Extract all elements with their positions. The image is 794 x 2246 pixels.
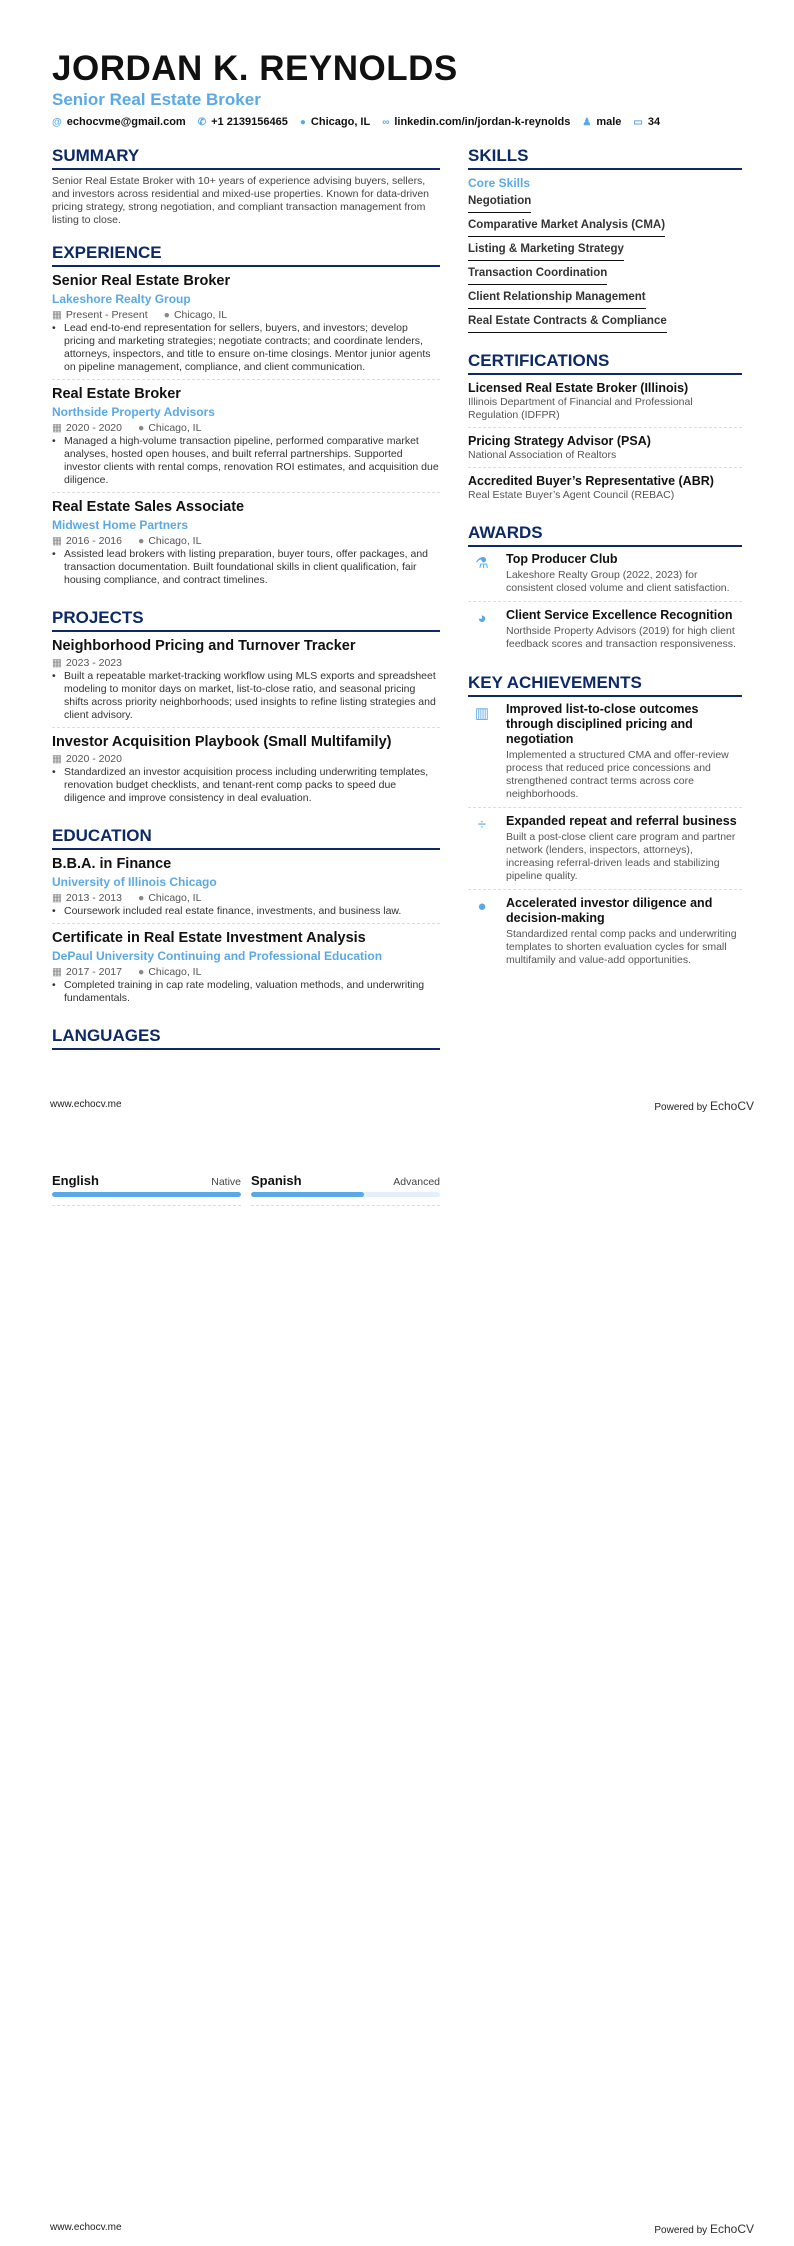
calendar-icon: ▦ — [52, 657, 62, 669]
achievement-item — [468, 896, 742, 973]
bullet: • Completed training in cap rate modeling, valuation methods, and underwriting fundamentals. — [52, 979, 440, 1005]
page-footer — [50, 1099, 754, 1113]
location: Chicago, IL — [148, 966, 202, 978]
contact-email[interactable] — [52, 116, 186, 128]
cert-title: Licensed Real Estate Broker (Illinois) — [468, 381, 689, 395]
dates: 2020 - 2020 — [65, 753, 122, 765]
school: University of Illinois Chicago — [52, 875, 217, 889]
achievement-title: Improved list-to-close outcomes through disciplined pricing and negotiation — [506, 702, 699, 746]
company: Northside Property Advisors — [52, 405, 215, 419]
achievement-title: Expanded repeat and referral business — [506, 814, 737, 828]
language-name: Spanish — [251, 1173, 302, 1188]
contact-gender — [582, 116, 621, 128]
footer-url[interactable]: www.echocv.me — [50, 2222, 122, 2233]
education-item — [52, 929, 440, 1010]
skill-category: Core Skills — [468, 176, 531, 190]
achievements-section — [468, 673, 742, 973]
certification-item — [468, 380, 742, 428]
footer-brand[interactable]: EchoCV — [709, 1099, 754, 1113]
summary-section — [52, 146, 440, 227]
bullet: • Assisted lead brokers with listing preparation, buyer tours, offer packages, and transaction documentation. Built foundational skills in client qualification, fair housing compliance, and contract timelines. — [52, 548, 440, 587]
footer-url[interactable]: www.echocv.me — [50, 1099, 122, 1110]
skill-item: Listing & Marketing Strategy — [468, 239, 624, 261]
company: Lakeshore Realty Group — [52, 292, 191, 306]
section-heading: KEY ACHIEVEMENTS — [468, 673, 742, 697]
dates: 2016 - 2016 — [65, 535, 122, 547]
degree: B.B.A. in Finance — [52, 856, 172, 872]
calendar-icon: ▦ — [52, 535, 62, 547]
location: Chicago, IL — [173, 309, 228, 321]
section-heading: SUMMARY — [52, 146, 440, 170]
skill-item: Real Estate Contracts & Compliance — [468, 311, 667, 333]
calendar-icon: ▦ — [52, 966, 62, 978]
proficiency-fill — [251, 1192, 364, 1197]
awards-section — [468, 523, 742, 657]
award-text: Northside Property Advisors (2019) for high client feedback scores and transaction responsiveness. — [506, 625, 736, 650]
skill-item: Negotiation — [468, 191, 531, 213]
contact-age — [633, 116, 660, 128]
resume-page-2 — [0, 1123, 794, 2246]
dates: 2017 - 2017 — [65, 966, 122, 978]
currency-icon: ● — [477, 898, 487, 915]
contact-text: +1 2139156465 — [211, 116, 288, 128]
bullet: • Lead end-to-end representation for sellers, buyers, and investors; develop pricing and marketing strategies; negotiate contracts; and coordinate lenders, attorneys, inspectors, and title to ensure on-time closings. Mentor junior agents on pipeline management, compliance, and client communication. — [52, 322, 440, 374]
contact-text: male — [596, 116, 622, 128]
section-heading: CERTIFICATIONS — [468, 351, 742, 375]
proficiency-fill — [52, 1192, 241, 1197]
dates: 2023 - 2023 — [65, 657, 122, 669]
location-icon: ● — [299, 117, 306, 128]
section-heading: AWARDS — [468, 523, 742, 547]
cert-issuer: National Association of Realtors — [468, 449, 617, 461]
contact-bar — [52, 116, 742, 128]
bullet: • Standardized an investor acquisition process including underwriting templates, renovation budget checklists, and tenant-rent comp packs to speed due diligence and improve consistency in deal evaluation. — [52, 766, 440, 805]
certification-item — [468, 473, 742, 507]
footer-powered: Powered by — [654, 1102, 708, 1113]
contact-text: 34 — [647, 116, 661, 128]
contact-text: echocvme@gmail.com — [66, 116, 186, 128]
skill-item: Comparative Market Analysis (CMA) — [468, 215, 665, 237]
award-item — [468, 608, 742, 657]
calendar-icon: ▦ — [52, 753, 62, 765]
cert-title: Accredited Buyer’s Representative (ABR) — [468, 474, 714, 488]
project-title: Investor Acquisition Playbook (Small Multifamily) — [52, 734, 392, 750]
language-item — [52, 1173, 241, 1206]
flask-icon: ⚗ — [475, 555, 489, 572]
project-title: Neighborhood Pricing and Turnover Tracker — [52, 638, 356, 654]
certification-item — [468, 433, 742, 468]
building-icon: ▥ — [474, 705, 490, 722]
language-item — [251, 1173, 440, 1206]
language-name: English — [52, 1173, 99, 1188]
school: DePaul University Continuing and Professional Education — [52, 949, 383, 963]
link-icon: ∞ — [382, 117, 390, 128]
skill-item: Client Relationship Management — [468, 287, 646, 309]
achievement-text: Built a post-close client care program and partner network (lenders, inspectors, attorneys), increasing referral-driven leads and stabilizing pipeline quality. — [506, 831, 736, 882]
contact-phone[interactable] — [198, 116, 288, 128]
location-icon: ● — [137, 892, 145, 904]
at-icon: @ — [52, 117, 62, 128]
language-level: Advanced — [393, 1176, 440, 1188]
calendar-icon: ▭ — [633, 117, 643, 128]
award-text: Lakeshore Realty Group (2022, 2023) for consistent closed volume and client satisfaction. — [506, 569, 730, 594]
location-icon: ● — [137, 422, 145, 434]
page-footer — [50, 2222, 754, 2236]
contact-linkedin[interactable] — [382, 116, 570, 128]
achievement-item — [468, 814, 742, 890]
summary-text: Senior Real Estate Broker with 10+ years of experience advising buyers, sellers, and investors across residential and mixed-use properties. Known for data-driven pricing strategy, strong negotiation, and compliant transaction management from listing to close. — [52, 175, 430, 226]
footer-brand[interactable]: EchoCV — [709, 2222, 754, 2236]
dates: 2020 - 2020 — [65, 422, 122, 434]
candidate-name: JORDAN K. REYNOLDS — [52, 49, 458, 88]
cert-title: Pricing Strategy Advisor (PSA) — [468, 434, 651, 448]
job-title: Real Estate Broker — [52, 386, 181, 402]
section-heading: EXPERIENCE — [52, 243, 440, 267]
award-title: Top Producer Club — [506, 552, 618, 566]
skill-item: Transaction Coordination — [468, 263, 607, 285]
languages-list — [52, 1173, 440, 1206]
location: Chicago, IL — [148, 535, 202, 547]
pie-chart-icon: ◕ — [477, 610, 487, 627]
languages-section — [52, 1026, 440, 1050]
dates: 2013 - 2013 — [65, 892, 122, 904]
section-heading: SKILLS — [468, 146, 742, 170]
section-heading: LANGUAGES — [52, 1026, 440, 1050]
location-icon: ● — [137, 535, 145, 547]
education-item — [52, 855, 440, 924]
contact-text: Chicago, IL — [310, 116, 371, 128]
award-title: Client Service Excellence Recognition — [506, 608, 733, 622]
calendar-icon: ▦ — [52, 309, 62, 321]
language-level: Native — [211, 1176, 241, 1188]
cert-issuer: Illinois Department of Financial and Professional Regulation (IDFPR) — [468, 396, 693, 421]
award-item — [468, 552, 742, 602]
bullet: • Coursework included real estate finance, investments, and business law. — [52, 905, 440, 918]
education-section — [52, 826, 440, 1010]
calendar-icon: ▦ — [52, 422, 62, 434]
experience-section — [52, 243, 440, 592]
contact-location — [300, 116, 370, 128]
certifications-section — [468, 351, 742, 507]
company: Midwest Home Partners — [52, 518, 189, 532]
experience-item — [52, 498, 440, 592]
achievement-text: Implemented a structured CMA and offer-review process that reduced price concessions and strengthened contract terms across core neighborhoods. — [506, 749, 729, 800]
projects-section — [52, 608, 440, 810]
skills-section — [468, 146, 742, 335]
footer-powered: Powered by — [654, 2225, 708, 2236]
location-icon: ● — [137, 966, 145, 978]
location: Chicago, IL — [148, 422, 202, 434]
cert-issuer: Real Estate Buyer’s Agent Council (REBAC) — [468, 489, 675, 501]
project-item — [52, 733, 440, 810]
achievement-title: Accelerated investor diligence and decision-making — [506, 896, 713, 925]
section-heading: EDUCATION — [52, 826, 440, 850]
job-title: Real Estate Sales Associate — [52, 499, 245, 515]
section-heading: PROJECTS — [52, 608, 440, 632]
phone-icon: ✆ — [197, 117, 207, 128]
degree: Certificate in Real Estate Investment Analysis — [52, 930, 366, 946]
user-icon: ♟ — [582, 117, 592, 128]
achievement-item — [468, 702, 742, 808]
location: Chicago, IL — [148, 892, 202, 904]
candidate-title: Senior Real Estate Broker — [52, 90, 261, 109]
calendar-icon: ▦ — [52, 892, 62, 904]
contact-text: linkedin.com/in/jordan-k-reynolds — [394, 116, 571, 128]
experience-item — [52, 272, 440, 380]
proficiency-bar — [251, 1192, 440, 1197]
bullet: • Built a repeatable market-tracking workflow using MLS exports and spreadsheet modeling to monitor days on market, list-to-close ratio, and seasonal pricing shifts across priority neighborhoods; used insights to refine listing strategies and client advisory. — [52, 670, 440, 722]
job-title: Senior Real Estate Broker — [52, 273, 231, 289]
achievement-text: Standardized rental comp packs and underwriting templates to shorten evaluation cycles for small multifamily and value-add opportunities. — [506, 928, 737, 966]
experience-item — [52, 385, 440, 493]
proficiency-bar — [52, 1192, 241, 1197]
dates: Present - Present — [65, 309, 148, 321]
bullet: • Managed a high-volume transaction pipeline, performed comparative market analyses, hosted open houses, and built referral partnerships. Supported investor clients with rental comps, renovation ROI estimates, and acquisition due diligence. — [52, 435, 440, 487]
divide-icon: ÷ — [477, 816, 487, 833]
location-icon: ● — [163, 309, 170, 321]
project-item — [52, 637, 440, 728]
